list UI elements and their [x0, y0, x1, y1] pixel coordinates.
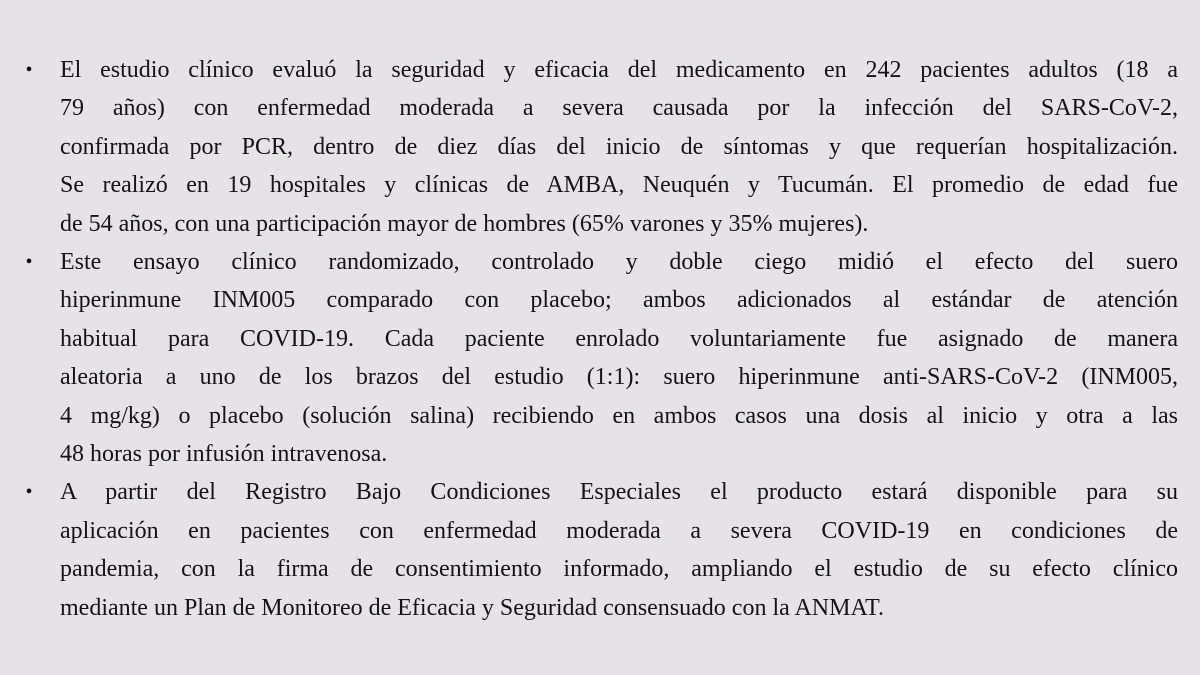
- paragraph-line: Se realizó en 19 hospitales y clínicas de AMBA, Neuquén y Tucumán. El promedio de edad fue: [60, 172, 1178, 199]
- paragraph-line: 79 años) con enfermedad moderada a severa causada por la infección del SARS-CoV-2,: [60, 95, 1178, 122]
- paragraph-line: hiperinmune INM005 comparado con placebo; ambos adicionados al estándar de atención: [60, 287, 1178, 314]
- paragraph-line: pandemia, con la firma de consentimiento informado, ampliando el estudio de su efecto clínico: [60, 556, 1178, 583]
- paragraph-line: 4 mg/kg) o placebo (solución salina) recibiendo en ambos casos una dosis al inicio y otra a las: [60, 402, 1178, 429]
- bullet-icon: •: [25, 251, 33, 274]
- bullet-item-trial-design: [0, 243, 1200, 473]
- paragraph-trial-design: [60, 243, 1178, 473]
- paragraph-study-overview: [60, 51, 1178, 243]
- paragraph-line: habitual para COVID-19. Cada paciente enrolado voluntariamente fue asignado de manera: [60, 325, 1178, 352]
- paragraph-registration: [60, 473, 1178, 627]
- paragraph-line: El estudio clínico evaluó la seguridad y eficacia del medicamento en 242 pacientes adultos (18 a: [60, 57, 1178, 83]
- bullet-icon: •: [25, 481, 33, 504]
- paragraph-line: Este ensayo clínico randomizado, controlado y doble ciego midió el efecto del suero: [60, 249, 1178, 276]
- bullet-list: [0, 51, 1200, 627]
- paragraph-line: de 54 años, con una participación mayor de hombres (65% varones y 35% mujeres).: [60, 210, 869, 237]
- bullet-item-registration: [0, 473, 1200, 627]
- paragraph-line: aleatoria a uno de los brazos del estudio (1:1): suero hiperinmune anti-SARS-CoV-2 (INM005,: [60, 364, 1178, 391]
- paragraph-line: A partir del Registro Bajo Condiciones Especiales el producto estará disponible para su: [60, 479, 1178, 506]
- bullet-item-study-overview: [0, 51, 1200, 243]
- paragraph-line: mediante un Plan de Monitoreo de Eficacia y Seguridad consensuado con la ANMAT.: [60, 594, 885, 621]
- paragraph-line: 48 horas por infusión intravenosa.: [60, 441, 388, 468]
- paragraph-line: aplicación en pacientes con enfermedad moderada a severa COVID-19 en condiciones de: [60, 517, 1178, 544]
- bullet-icon: •: [25, 59, 33, 81]
- paragraph-line: confirmada por PCR, dentro de diez días del inicio de síntomas y que requerían hospitalización.: [60, 133, 1178, 160]
